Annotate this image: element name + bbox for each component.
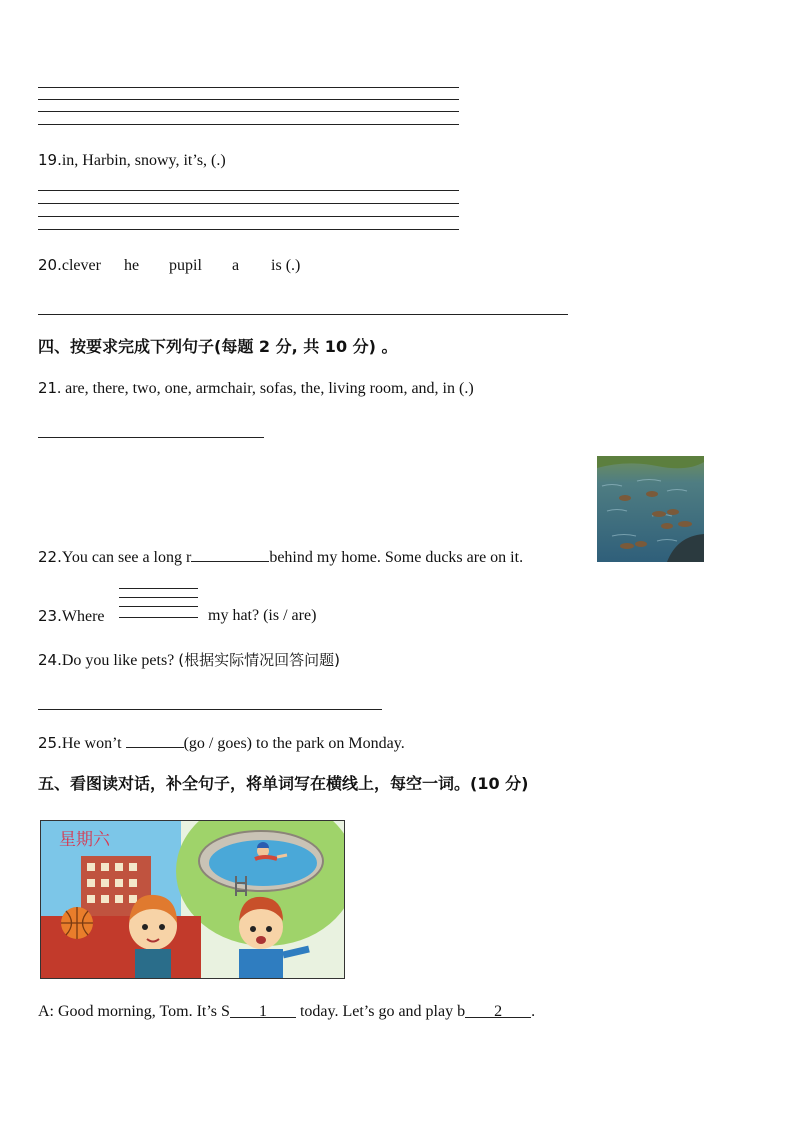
boy-tom-icon <box>129 895 177 978</box>
answer-line[interactable] <box>38 87 459 88</box>
dialogue-text: . <box>531 1003 536 1020</box>
question-20 <box>38 255 300 276</box>
answer-line[interactable] <box>119 606 198 607</box>
question-number: 24. <box>38 651 62 669</box>
basketball-icon <box>61 907 93 939</box>
fill-in-blank-2[interactable] <box>465 1002 531 1018</box>
answer-line[interactable] <box>119 597 198 598</box>
blank-number: 1 <box>258 1003 267 1020</box>
question-text: in, Harbin, snowy, it’s, (.) <box>61 152 226 169</box>
question-text-before: He won’t <box>61 735 126 752</box>
section-5-title: 五、看图读对话，补全句子，将单词写在横线上，每空一词。(10 分) <box>38 774 529 793</box>
answer-line[interactable] <box>38 229 459 230</box>
question-number: 22. <box>38 548 62 566</box>
question-text-before: You can see a long r <box>61 549 192 566</box>
question-number: 25. <box>38 734 62 752</box>
question-23-rest: my hat? (is / are) <box>208 607 317 624</box>
question-text: Do you like pets? <box>61 652 179 669</box>
question-24 <box>38 650 340 671</box>
question-number: 21 <box>38 379 58 397</box>
dialogue-text: A: Good morning, Tom. It’s S <box>38 1003 230 1020</box>
question-19 <box>38 150 226 171</box>
weekday-label: 星期六 <box>59 830 110 850</box>
word: he <box>123 257 140 274</box>
question-23 <box>38 606 105 627</box>
river-ducks-photo <box>597 456 704 562</box>
word: is (.) <box>271 257 301 274</box>
question-25 <box>38 732 405 754</box>
question-number: 23. <box>38 607 62 625</box>
blank-number: 2 <box>494 1003 503 1020</box>
fill-in-blank-1[interactable] <box>230 1002 296 1018</box>
question-22 <box>38 546 523 568</box>
question-text-after: (go / goes) to the park on Monday. <box>183 735 405 752</box>
question-21 <box>38 378 474 399</box>
answer-line[interactable] <box>38 99 459 100</box>
question-number: 19. <box>38 151 62 169</box>
saturday-scene-illustration <box>40 820 345 979</box>
fill-in-blank[interactable] <box>126 732 184 748</box>
answer-line[interactable] <box>38 124 459 125</box>
question-instruction: (根据实际情况回答问题) <box>178 651 340 669</box>
word: clever <box>61 257 101 274</box>
question-text-after: behind my home. Some ducks are on it. <box>269 549 524 566</box>
question-text-before: Where <box>61 608 105 625</box>
answer-line[interactable] <box>119 588 198 589</box>
word: a <box>231 257 240 274</box>
answer-line[interactable] <box>119 617 198 618</box>
fill-in-blank[interactable] <box>191 546 269 562</box>
answer-line[interactable] <box>38 111 459 112</box>
answer-line[interactable] <box>38 709 382 710</box>
answer-line[interactable] <box>38 203 459 204</box>
answer-line[interactable] <box>38 216 459 217</box>
answer-line[interactable] <box>38 437 264 438</box>
dialogue-text: today. Let’s go and play b <box>295 1003 466 1020</box>
question-number: 20. <box>38 256 62 274</box>
answer-line[interactable] <box>38 314 568 315</box>
question-text: . are, there, two, one, armchair, sofas, the, living room, and, in (.) <box>57 380 474 397</box>
answer-line[interactable] <box>38 190 459 191</box>
word: pupil <box>169 257 202 274</box>
dialogue-line-a <box>38 1002 535 1022</box>
section-4-title: 四、按要求完成下列句子(每题 2 分, 共 10 分) 。 <box>38 337 398 356</box>
